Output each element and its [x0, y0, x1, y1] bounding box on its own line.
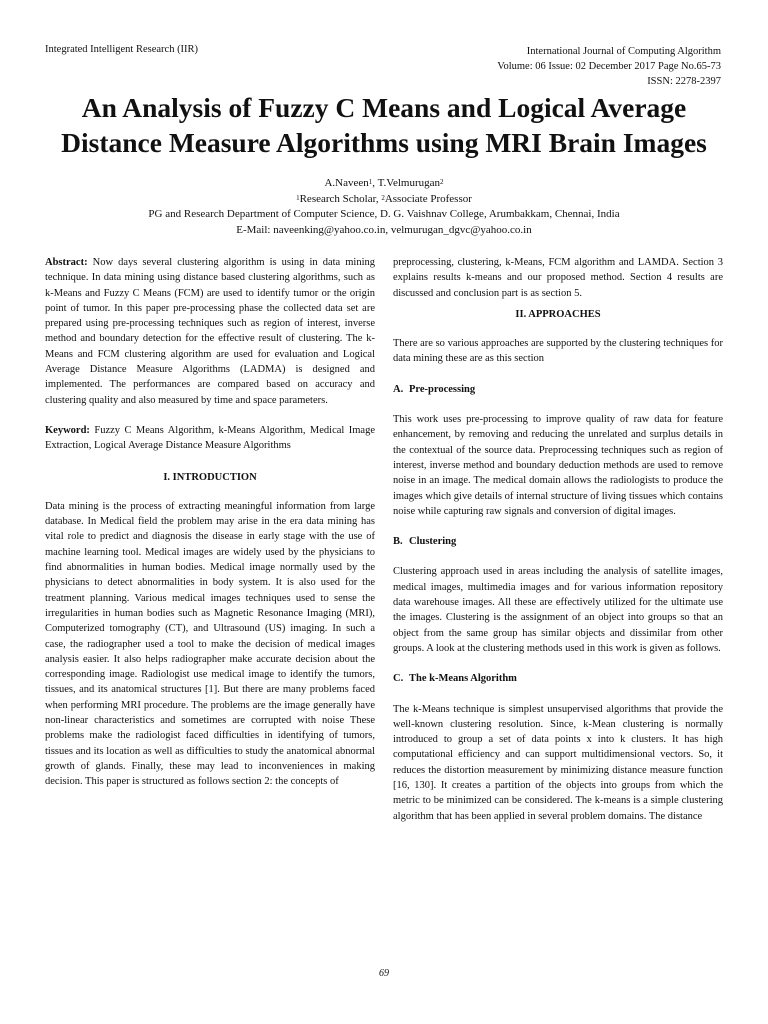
subsection-title: Pre-processing [409, 383, 476, 395]
abstract-text: Now days several clustering algorithm is using in data mining technique. In data mining using distance based clustering algorithms, such as k-Means and Fuzzy C Means (FCM) are used to identify tumor or the origin point of tumor. In this paper pre-processing phase the collected data set are prepared using pre-processing techniques such as region of interest, inverse method and boundary detection for the effective result of clustering. The k-Means and FCM clustering algorithm are used for evaluation and Logical Average Distance Measure Algorithms (LADMA) is designed and implemented. The performances are compared based on accuracy and clustering quality and also measured by time and space parameters. [45, 257, 375, 406]
section-heading-approaches: II. APPROACHES [515, 308, 601, 320]
abstract [45, 255, 375, 408]
introduction-text: Data mining is the process of extracting meaningful information from large database. In Medical field the problem may arise in the era data mining has vital role to predict and diagnosis the disease in early stage with the use of machine learning tool. Medical images are widely used by the physicians to find abnormalities in human bodies. Medical image normally used by the physicians to detect abnormalities in body system. It is also used for the treatment planning. Various medical images techniques used to sense the irregularities in human bodies such as Magnetic Resonance Imaging (MRI), Computerized tomography (CT), and Ultrasound (US) imaging. In such a case, the radiographer used a tool to make the decision of medical images analysis easier. It also helps radiographer make accurate decision about the corresponding image. Radiologist use medical image to identify the tumors, tissues, and its anatomical structures [1]. But there are many problems faced when performing MRI procedure. The problems are the image generally have non-linear characteristics and sometimes are corrupted with noise These problems make the radiologist faced difficulties in identifying of tumors, tissues and its location as well as difficulties to study the anatomical abnormal growth of glands. Finally, these may lead to inconveniences in making decision. This paper is structured as follows section 2: the concepts of [45, 500, 375, 788]
author-1-sup: 1 [368, 178, 373, 186]
journal-publisher: Integrated Intelligent Research (IIR) [45, 44, 199, 55]
role-1-sup: 1 [296, 193, 300, 202]
subsection-heading-kmeans [393, 671, 723, 686]
subsection-heading-preprocessing [393, 382, 723, 397]
title-line-2: Distance Measure Algorithms using MRI Brain Images [61, 127, 707, 158]
clustering-text: Clustering approach used in areas including the analysis of satellite images, medical images, multimedia images and for various information repository data warehouse images. All these are effectively utilized for the ultimate use the images. Clustering is the assignment of an object into groups so that an object from the same group has similar objects and dissimilar from other groups. A look at the clustering methods used in this work is given as follows. [393, 566, 723, 654]
journal-info [497, 44, 721, 89]
author-roles [0, 192, 768, 208]
journal-name: International Journal of Computing Algorithm [526, 46, 721, 57]
author-affiliation: PG and Research Department of Computer Science, D. G. Vaishnav College, Arumbakkam, Chennai, India [148, 208, 620, 220]
page-number: 69 [379, 968, 389, 979]
subsection-title: Clustering [409, 536, 457, 548]
subsection-number: B. [393, 536, 403, 548]
role-2-sup: 2 [381, 193, 385, 202]
subsection-number: C. [393, 673, 404, 685]
journal-volume: Volume: 06 Issue: 02 December 2017 Page No.65-73 [497, 61, 721, 72]
abstract-label: Abstract: [45, 257, 88, 268]
subsection-title: The k-Means Algorithm [409, 673, 517, 685]
journal-issn: ISSN: 2278-2397 [647, 76, 721, 87]
paper-title [20, 90, 748, 160]
role-2: Associate Professor [384, 192, 472, 205]
introduction-continued: preprocessing, clustering, k-Means, FCM algorithm and LAMDA. Section 3 explains results k-means and our proposed method. Section 4 results are discussed and conclusion part is as section 5. [393, 257, 723, 299]
keyword-text: Fuzzy C Means Algorithm, k-Means Algorithm, Medical Image Extraction, Logical Average Distance Measure Algorithms [45, 424, 375, 452]
author-2-sup: 2 [440, 178, 444, 186]
author-block [0, 176, 768, 238]
role-1: Research Scholar, [299, 192, 382, 205]
keyword-label: Keyword: [45, 424, 90, 436]
left-column [45, 255, 375, 790]
approaches-text: There are so various approaches are supported by the clustering techniques for data mining these are as this section [393, 338, 723, 365]
kmeans-text: The k-Means technique is simplest unsupervised algorithms that provide the well-known clustering resolution. Since, k-Mean clustering is normally introduced to group a set of data points x into k clusters. It has high computational efficiency and can support multidimensional vectors. So, it reduces the distortion measurement by minimizing distance measure function [16, 130]. It creates a partition of the objects into groups from which the metric to be minimized can be considered. The k-means is a simple clustering algorithm that has been applied in several problem domains. The distance [393, 703, 723, 822]
right-column [393, 255, 723, 824]
subsection-number: A. [393, 383, 404, 395]
keywords [45, 423, 375, 454]
title-line-1: An Analysis of Fuzzy C Means and Logical Average [81, 92, 687, 123]
preprocessing-text: This work uses pre-processing to improve quality of raw data for feature enhancement, by removing and reducing the unrelated and surplus details in the contextual of the source data. Preprocessing techniques such as region of interest, inverse method and boundary deduction methods are used to remove noise in an image. The medical domain allows the radiologists to produce the images which give details of internal structure of living tissues which contains noise while capturing raw signals and conversion of digital images. [393, 414, 723, 517]
author-names [0, 176, 768, 192]
author-1: A.Naveen [324, 177, 369, 189]
section-heading-introduction: I. INTRODUCTION [163, 471, 257, 483]
author-email: E-Mail: naveenking@yahoo.co.in, velmurugan_dgvc@yahoo.co.in [236, 223, 532, 236]
subsection-heading-clustering [393, 534, 723, 549]
author-2: , T.Velmurugan [372, 177, 440, 189]
